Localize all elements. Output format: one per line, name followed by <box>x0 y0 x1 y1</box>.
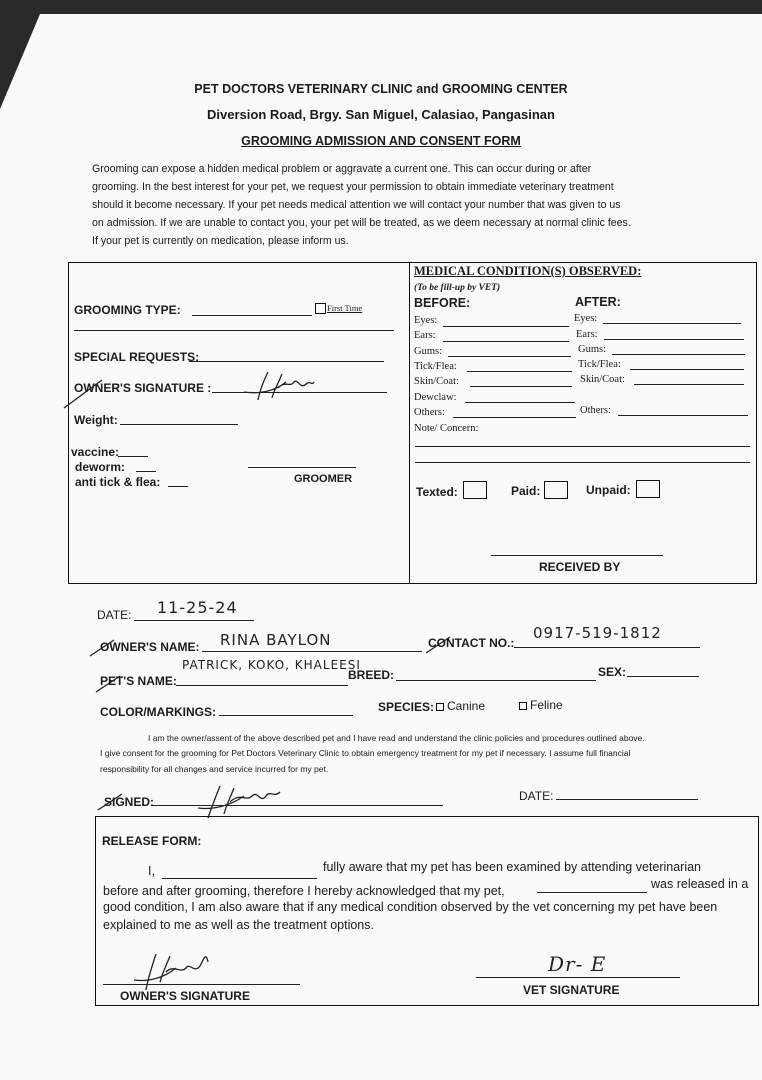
color-markings-label: COLOR/MARKINGS: <box>100 705 216 719</box>
grooming-type-line[interactable] <box>192 315 312 316</box>
species-label: SPECIES: <box>378 700 435 714</box>
vaccine-label: vaccine: <box>71 445 120 459</box>
after-skincoat-line[interactable] <box>634 384 744 385</box>
release-title: RELEASE FORM: <box>102 834 202 848</box>
intro-line: should it become necessary. If your pet needs medical attention we will contact your number that was given to us <box>92 199 621 211</box>
owner-sig-line[interactable] <box>103 984 300 985</box>
owner-sig-label: OWNER'S SIGNATURE <box>120 989 250 1003</box>
before-eyes-line[interactable] <box>443 326 569 327</box>
signed-date-line[interactable] <box>556 799 698 800</box>
first-time-label: First Time <box>327 303 363 313</box>
sex-line[interactable] <box>627 676 699 677</box>
paid-checkbox[interactable] <box>544 481 568 499</box>
received-by-line[interactable] <box>491 555 663 556</box>
release-pet-line[interactable] <box>537 892 647 893</box>
release-line-4: explained to me as well as the treatment options. <box>103 918 374 932</box>
before-others: Others: <box>414 407 445 418</box>
release-owner-signature-scribble <box>130 948 220 992</box>
before-skincoat: Skin/Coat: <box>414 376 459 387</box>
after-eyes-line[interactable] <box>603 323 741 324</box>
release-line-2b: was released in a <box>651 877 749 891</box>
after-skincoat: Skin/Coat: <box>580 374 625 385</box>
groomer-line[interactable] <box>248 467 356 468</box>
pet-name-value: PATRICK, KOKO, KHALEESI <box>182 658 361 672</box>
medical-subtitle: (To be fill-up by VET) <box>414 283 501 293</box>
after-heading: AFTER: <box>575 295 621 309</box>
before-skincoat-line[interactable] <box>470 386 572 387</box>
weight-line[interactable] <box>120 424 238 425</box>
breed-line[interactable] <box>396 680 596 681</box>
before-ears-line[interactable] <box>443 341 569 342</box>
vet-sig-label: VET SIGNATURE <box>523 983 620 997</box>
contact-label: CONTACT NO.: <box>428 636 515 650</box>
medical-title: MEDICAL CONDITION(S) OBSERVED: <box>414 264 642 278</box>
anti-tick-line[interactable] <box>168 486 188 487</box>
consent-line: I am the owner/assent of the above described pet and I have read and understand the clinic policies and procedures outlined above. <box>148 733 645 743</box>
before-heading: BEFORE: <box>414 296 471 310</box>
intro-line: Grooming can expose a hidden medical problem or aggravate a current one. This can occur during or after <box>92 163 592 175</box>
before-ears: Ears: <box>414 330 436 341</box>
signed-date-label: DATE: <box>519 789 554 803</box>
owner-name-label: OWNER'S NAME: <box>100 640 200 654</box>
after-gums-line[interactable] <box>612 354 745 355</box>
clinic-name: PET DOCTORS VETERINARY CLINIC and GROOMING CENTER <box>194 82 568 96</box>
vaccine-line[interactable] <box>118 456 148 457</box>
consent-line: responsibility for all changes and service incurred for my pet. <box>100 764 329 774</box>
pet-name-label: PET'S NAME: <box>100 674 177 688</box>
unpaid-checkbox[interactable] <box>636 480 660 498</box>
after-tickflea-line[interactable] <box>630 369 744 370</box>
before-tickflea-line[interactable] <box>467 371 572 372</box>
note-line-2[interactable] <box>415 462 750 463</box>
before-tickflea: Tick/Flea: <box>414 361 457 372</box>
release-line-1: fully aware that my pet has been examined by attending veterinarian <box>323 860 702 874</box>
contact-line[interactable] <box>514 647 700 648</box>
texted-checkbox[interactable] <box>463 481 487 499</box>
intro-paragraph <box>92 160 702 250</box>
date-value: 11-25-24 <box>157 598 238 617</box>
deworm-line[interactable] <box>136 471 156 472</box>
color-markings-line[interactable] <box>219 715 353 716</box>
before-others-line[interactable] <box>453 417 576 418</box>
box-divider <box>409 262 410 583</box>
before-gums: Gums: <box>414 346 443 357</box>
owner-signature-scribble <box>238 368 318 404</box>
groomer-label: GROOMER <box>294 473 353 485</box>
note-concern: Note/ Concern: <box>414 423 479 434</box>
after-ears-line[interactable] <box>604 339 744 340</box>
clinic-address: Diversion Road, Brgy. San Miguel, Calasiao, Pangasinan <box>207 107 555 122</box>
contact-value: 0917-519-1812 <box>533 624 662 642</box>
before-dewclaw-line[interactable] <box>465 402 575 403</box>
after-tickflea: Tick/Flea: <box>578 359 621 370</box>
canine-checkbox[interactable] <box>436 703 444 711</box>
release-line-3: good condition, I am also aware that if any medical condition observed by the vet concerning my pet have been <box>103 900 718 914</box>
release-owner-line[interactable] <box>162 878 317 879</box>
sex-label: SEX: <box>598 665 627 679</box>
unpaid-label: Unpaid: <box>586 483 631 497</box>
date-line[interactable] <box>134 620 254 621</box>
received-by-label: RECEIVED BY <box>539 560 621 574</box>
date-label: DATE: <box>97 608 132 622</box>
strike-mark-icon <box>60 376 110 412</box>
feline-label: Feline <box>530 698 563 712</box>
release-line-2: before and after grooming, therefore I hereby acknowledged that my pet, <box>103 884 505 898</box>
intro-line: If your pet is currently on medication, please inform us. <box>92 235 349 247</box>
paid-label: Paid: <box>511 484 541 498</box>
intro-line: on admission. If we are unable to contact you, your pet will be treated, as we deem necessary at normal clinic fees. <box>92 217 631 229</box>
pet-name-line[interactable] <box>176 685 348 686</box>
deworm-label: deworm: <box>75 460 126 474</box>
before-eyes: Eyes: <box>414 315 438 326</box>
vet-sig-line[interactable] <box>476 977 680 978</box>
form-title: GROOMING ADMISSION AND CONSENT FORM <box>241 134 521 148</box>
before-dewclaw: Dewclaw: <box>414 392 457 403</box>
owner-name-line[interactable] <box>202 651 422 652</box>
canine-label: Canine <box>447 699 486 713</box>
signed-signature-scribble <box>194 778 294 820</box>
after-ears: Ears: <box>576 329 598 340</box>
before-gums-line[interactable] <box>448 356 571 357</box>
vet-signature-value: Dr- E <box>548 952 607 976</box>
release-i: I, <box>148 864 155 878</box>
grooming-type-label: GROOMING TYPE: <box>74 303 181 317</box>
after-eyes: Eyes: <box>574 313 598 324</box>
consent-line: I give consent for the grooming for Pet Doctors Veterinary Clinic to obtain emergency treatment for my pet if necessary. I assume full financial <box>100 748 631 758</box>
anti-tick-label: anti tick & flea: <box>75 475 161 489</box>
weight-label: Weight: <box>74 413 118 427</box>
owner-signature-label: OWNER'S SIGNATURE : <box>74 381 212 395</box>
special-requests-label: SPECIAL REQUESTS: <box>74 350 200 364</box>
after-others-line[interactable] <box>618 415 748 416</box>
signed-label: SIGNED: <box>104 795 155 809</box>
intro-line: grooming. In the best interest for your pet, we request your permission to obtain immediate veterinary treatment <box>92 181 614 193</box>
after-others: Others: <box>580 405 611 416</box>
special-requests-line[interactable] <box>189 361 384 362</box>
breed-label: BREED: <box>348 668 395 682</box>
first-time-checkbox[interactable] <box>315 303 326 314</box>
texted-label: Texted: <box>416 485 458 499</box>
after-gums: Gums: <box>578 344 607 355</box>
feline-checkbox[interactable] <box>519 702 527 710</box>
grooming-extra-line[interactable] <box>74 330 394 331</box>
owner-name-value: RINA BAYLON <box>220 631 332 649</box>
note-line-1[interactable] <box>415 446 750 447</box>
